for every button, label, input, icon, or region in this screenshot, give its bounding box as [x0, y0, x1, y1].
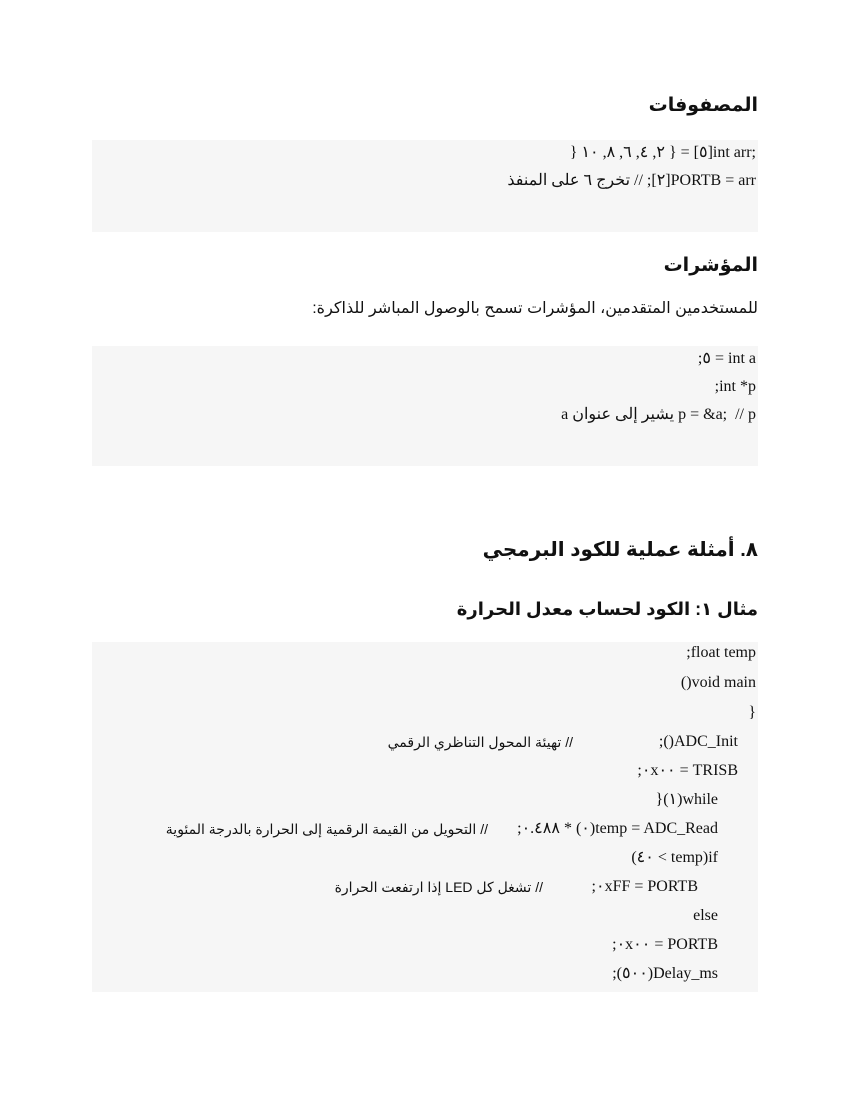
code-line: temp = ADC_Read(٠) * ٠.٤٨٨;: [517, 820, 718, 837]
code-comment: // تهيئة المحول التناظري الرقمي: [387, 734, 573, 750]
code-line: PORTB = arr[٢]; // تخرج ٦ على المنفذ: [507, 172, 756, 189]
code-line: PORTB = ٠x٠٠;: [612, 936, 718, 953]
code-block-example-1: [92, 642, 758, 992]
code-line: TRISB = ٠x٠٠;: [637, 762, 738, 779]
code-line: while(١){: [655, 791, 718, 808]
code-line: p = &a; // p يشير إلى عنوان a: [561, 406, 756, 423]
code-block-arrays: [92, 140, 758, 232]
code-comment: // التحويل من القيمة الرقمية إلى الحرارة بالدرجة المئوية: [165, 821, 488, 837]
code-line: float temp;: [686, 644, 756, 661]
code-block-pointers: [92, 346, 758, 466]
code-comment: // تشغل كل LED إذا ارتفعت الحرارة: [334, 879, 543, 895]
code-line: ADC_Init();: [658, 733, 738, 750]
section-heading-examples: ٨. أمثلة عملية للكود البرمجي: [482, 539, 758, 561]
code-line: {: [748, 704, 756, 721]
code-line: if(temp > ٤٠): [631, 849, 718, 866]
code-line: void main(): [680, 674, 756, 691]
example-1-heading: مثال ١: الكود لحساب معدل الحرارة: [456, 599, 758, 619]
section-heading-pointers: المؤشرات: [663, 255, 758, 276]
code-line: int *p;: [714, 378, 756, 395]
code-line: PORTB = ٠xFF;: [591, 878, 698, 895]
code-line: int a = ٥;: [697, 350, 756, 367]
code-line: Delay_ms(٥٠٠);: [612, 965, 718, 982]
code-line: [570, 142, 756, 164]
pointers-paragraph: للمستخدمين المتقدمين، المؤشرات تسمح بالوصول المباشر للذاكرة:: [312, 300, 758, 317]
code-text: } ١٠ ,٨ ,٦ ,٤ ,٢ } = [٥]int arr;: [569, 144, 756, 161]
section-heading-arrays: المصفوفات: [648, 95, 758, 116]
code-line: else: [693, 907, 718, 924]
